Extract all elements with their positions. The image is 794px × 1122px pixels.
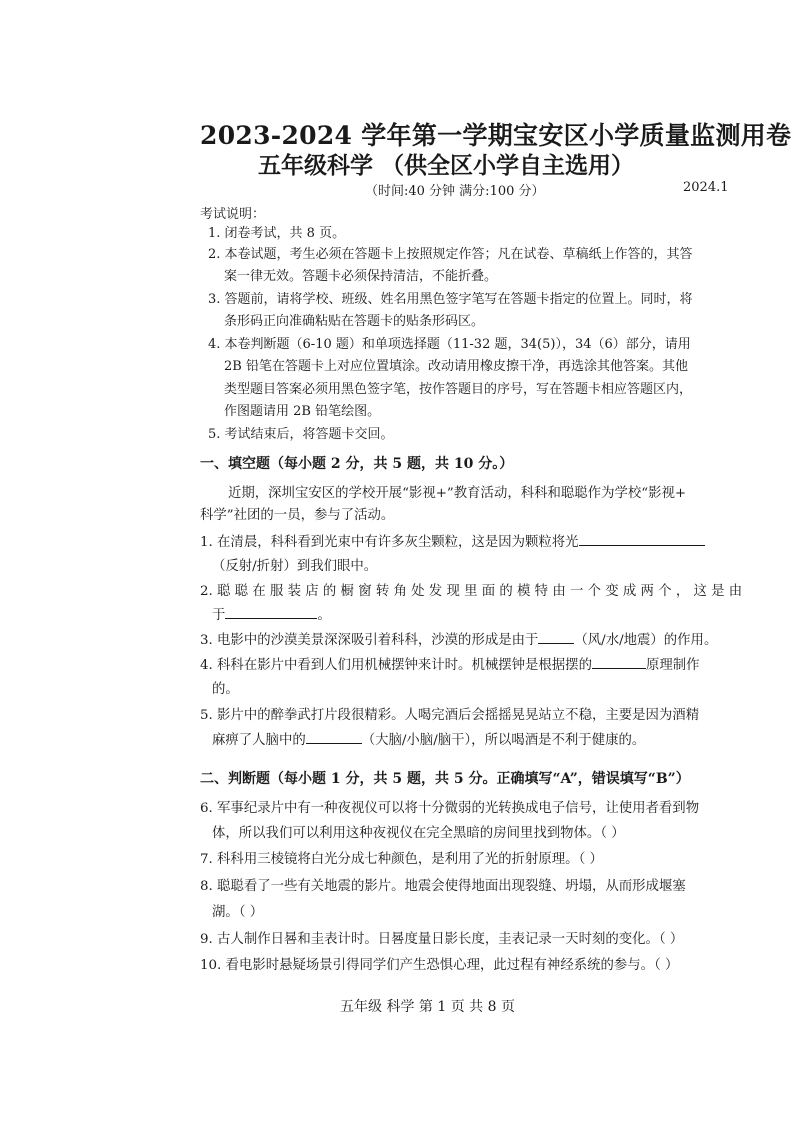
question-10: 10. 看电影时悬疑场景引得同学们产生恐惧心理，此过程有神经系统的参与。（ ） [200, 958, 679, 973]
answer-blank-3[interactable] [538, 630, 574, 644]
question-1-cont: （反射/折射）到我们眼中。 [212, 559, 378, 574]
section2-heading: 二、判断题（每小题 1 分，共 5 题，共 5 分。正确填写“A”，错误填写“B”） [200, 771, 690, 787]
instruction-line: 4. 本卷判断题（6-10 题）和单项选择题（11-32 题，34(5)），34（6）部分，请用 [208, 337, 691, 352]
question-7: 7. 科科用三棱镜将白光分成七种颜色，是利用了光的折射原理。（ ） [200, 852, 603, 867]
question-3: 3. 电影中的沙漠美景深深吸引着科科，沙漠的形成是由于 （风/水/地震）的作用。 [200, 629, 717, 648]
instruction-line: 案一律无效。答题卡必须保持清洁，不能折叠。 [224, 269, 498, 284]
instruction-line: 1. 闭卷考试，共 8 页。 [208, 226, 346, 241]
question-2-cont: 于 。 [212, 604, 331, 623]
instruction-line: 条形码正向准确粘贴在答题卡的贴条形码区。 [224, 314, 485, 329]
exam-date: 2024.1 [683, 180, 729, 195]
instruction-line: 5. 考试结束后，将答题卡交回。 [208, 427, 394, 442]
question-1: 1. 在清晨，科科看到光束中有许多灰尘颗粒，这是因为颗粒将光 [200, 531, 705, 550]
question-8-cont: 湖。（ ） [212, 905, 264, 920]
exam-title: 2023-2024 学年第一学期宝安区小学质量监测用卷 [200, 121, 792, 150]
exam-subtitle: 五年级科学 （供全区小学自主选用） [258, 152, 635, 179]
question-4: 4. 科科在影片中看到人们用机械摆钟来计时。机械摆钟是根据摆的 原理制作 [200, 654, 700, 673]
answer-blank-1[interactable] [579, 532, 705, 546]
time-score-info: （时间:40 分钟 满分:100 分） [365, 184, 545, 199]
question-4-cont: 的。 [212, 682, 239, 697]
answer-blank-2[interactable] [225, 605, 317, 619]
instruction-line: 类型题目答案必须用黑色签字笔，按作答题目的序号，写在答题卡相应答题区内， [224, 382, 693, 397]
section1-intro: 近期，深圳宝安区的学校开展“影视+”教育活动，科科和聪聪作为学校“影视+ [228, 486, 687, 501]
section1-intro: 科学”社团的一员，参与了活动。 [200, 508, 395, 523]
question-5: 5. 影片中的醉拳武打片段很精彩。人喝完酒后会摇摇晃晃站立不稳，主要是因为酒精 [200, 708, 700, 723]
instruction-line: 3. 答题前，请将学校、班级、姓名用黑色签字笔写在答题卡指定的位置上。同时，将 [208, 292, 693, 307]
question-6-cont: 体，所以我们可以利用这种夜视仪在完全黑暗的房间里找到物体。（ ） [212, 826, 625, 841]
question-6: 6. 军事纪录片中有一种夜视仪可以将十分微弱的光转换成电子信号，让使用者看到物 [200, 801, 700, 816]
question-9: 9. 古人制作日晷和圭表计时。日晷度量日影长度，圭表记录一天时刻的变化。（ ） [200, 932, 684, 947]
section1-heading: 一、填空题（每小题 2 分，共 5 题，共 10 分。） [200, 456, 514, 472]
question-5-cont: 麻痹了人脑中的 （大脑/小脑/脑干），所以喝酒是不利于健康的。 [212, 729, 645, 748]
instruction-line: 2. 本卷试题，考生必须在答题卡上按照规定作答；凡在试卷、草稿纸上作答的，其答 [208, 247, 693, 262]
instruction-line: 2B 铅笔在答题卡上对应位置填涂。改动请用橡皮擦干净，再选涂其他答案。其他 [224, 359, 688, 374]
answer-blank-4[interactable] [592, 655, 646, 669]
instructions-heading: 考试说明： [200, 207, 266, 222]
page-footer: 五年级 科学 第 1 页 共 8 页 [340, 999, 515, 1015]
question-8: 8. 聪聪看了一些有关地震的影片。地震会使得地面出现裂缝、坍塌，从而形成堰塞 [200, 879, 686, 894]
question-2: 2. 聪 聪 在 服 装 店 的 橱 窗 转 角 处 发 现 里 面 的 模 特 由 一 个 变 成 两 个 ， 这 是 由 [200, 584, 743, 599]
instruction-line: 作图题请用 2B 铅笔绘图。 [224, 404, 381, 419]
answer-blank-5[interactable] [306, 730, 362, 744]
